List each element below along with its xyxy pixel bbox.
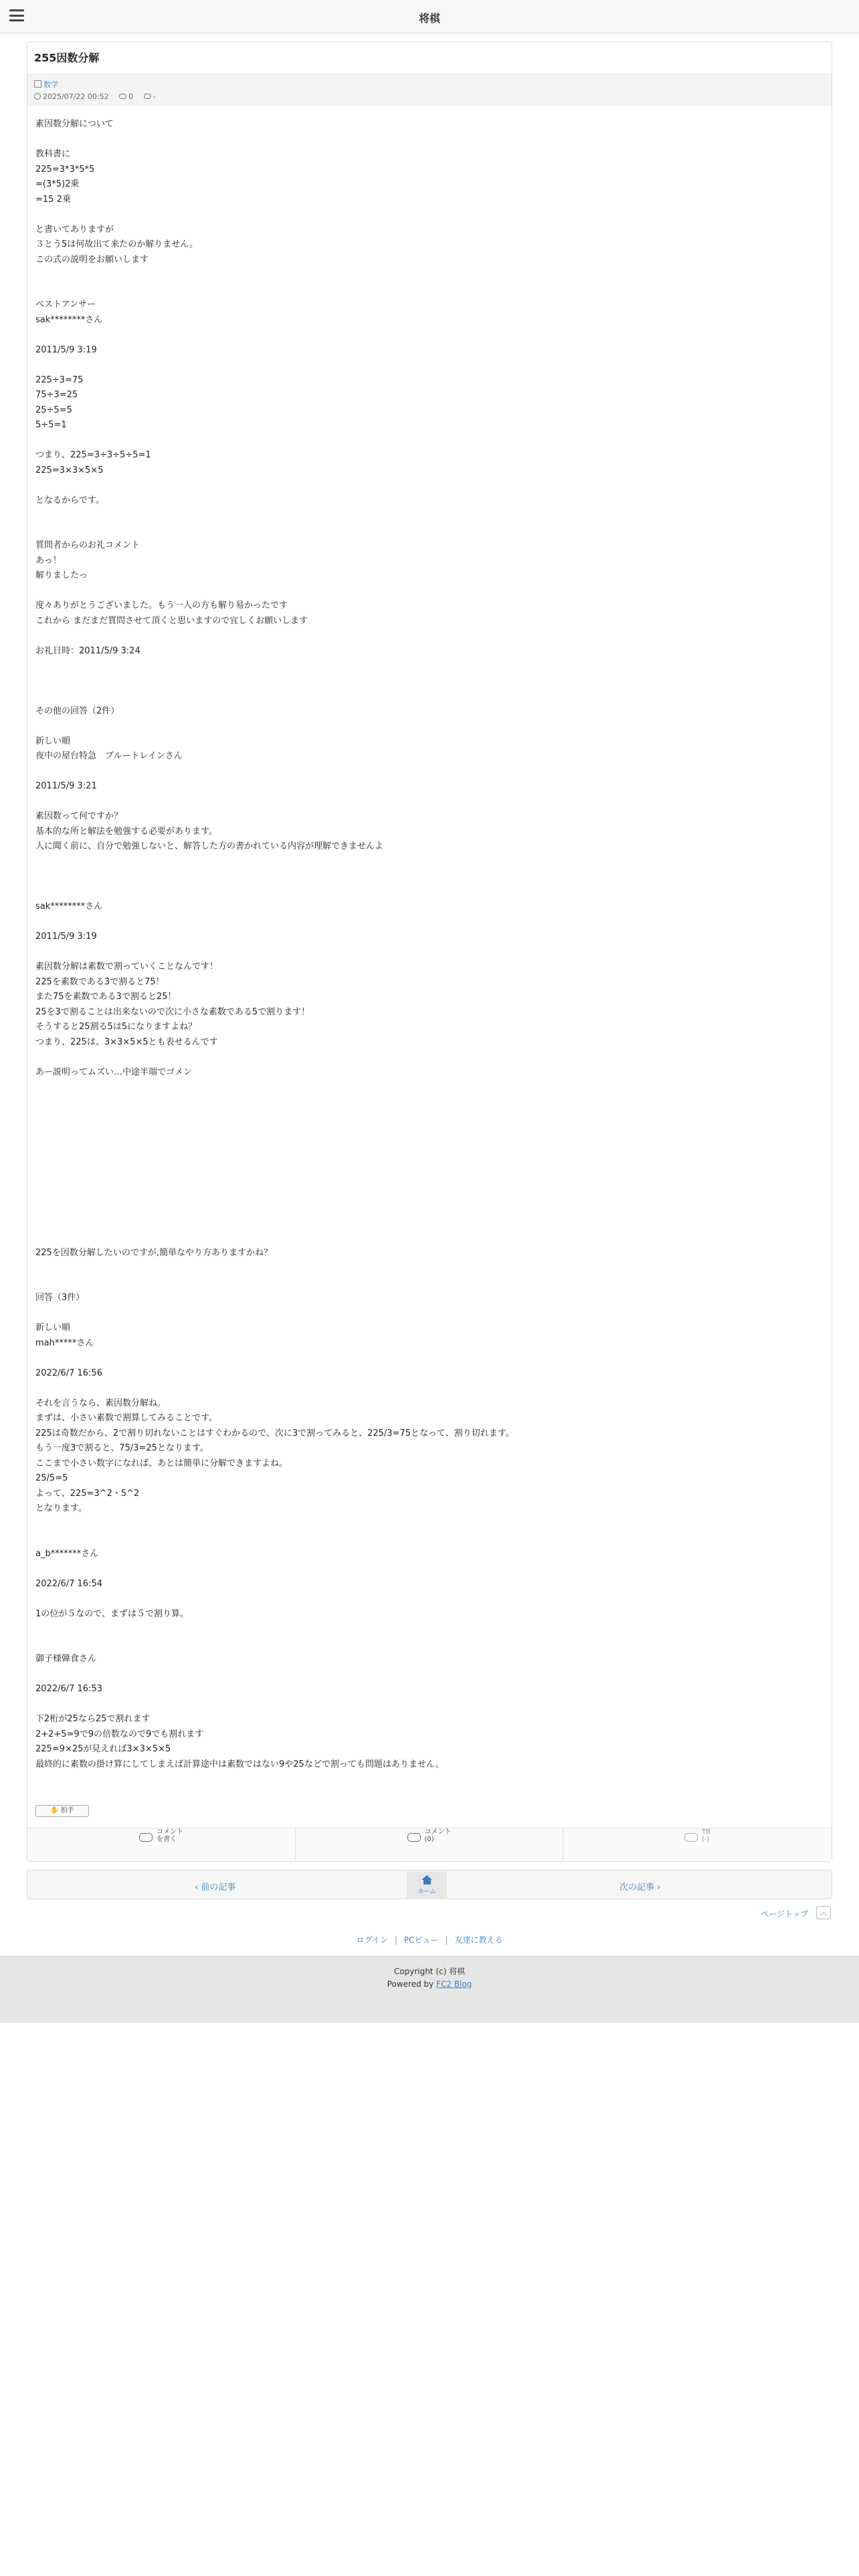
site-title: 将棋 <box>418 12 440 25</box>
powered-by-text: Powered by <box>387 1979 437 1989</box>
prev-article-label: 前の記事 <box>201 1883 236 1893</box>
write-comment-label-1: コメント <box>157 1828 183 1836</box>
trackback-icon <box>144 94 151 99</box>
article-card <box>27 41 832 1862</box>
trackback-action-icon <box>684 1833 698 1842</box>
comment-icon <box>119 94 126 99</box>
copyright-text: Copyright (c) 将棋 <box>393 1967 466 1976</box>
comment-count: 0 <box>128 92 134 101</box>
write-comment-button[interactable] <box>27 1828 295 1862</box>
footer-links: ログイン | PCビュー | 友達に教える <box>356 1935 503 1945</box>
clap-label: 拍手 <box>60 1807 74 1814</box>
comments-label-2: (0) <box>424 1836 434 1843</box>
clock-icon <box>34 93 41 100</box>
home-icon <box>421 1875 432 1880</box>
next-article-link[interactable] <box>619 1880 660 1893</box>
article-title: 255因数分解 <box>34 51 100 64</box>
trackback-label-1: TB <box>702 1828 710 1836</box>
chevron-left-icon: ‹ <box>195 1883 201 1893</box>
article-body: 素因数分解について 教科書に 225=3*3*5*5 =(3*5)2乗 =15 2乗 と書いてありますが ３とう5は何故出て来たのか解りません。 この式の説明をお願いします ベストアンサー sak********さん 2011/5/9 3:19 225÷3=75 75÷3=25 25÷5=5 5÷5=1 つまり、225=3÷3÷5÷5=1 225=3×3×5×5 となるからです。 質問者からのお礼コメント あっ！ 解りましたっ 度々ありがとうございました。もう一人の方も解り易かったです これから まだまだ質問させて頂くと思いますので宜しくお願いします お礼日時：2011/5/9 3:24 その他の回答（2件） 新しい順 夜中の屋台特急 ブルートレインさん 2011/5/9 3:21 素因数って何ですか？ 基本的な所と解法を勉強する必要があります。 人に聞く前に、自分で勉強しないと、解答した方の書かれている内容が理解できませんよ sak********さん 2011/5/9 3:19 素因数分解は素数で割っていくことなんです！ 225を素数である3で割ると75！ また75を素数である3で割ると25！ 25を3で割ることは出来ないので次に小さな素数である5で割ります！ そうすると25割る5は5になりますよね？ つまり、225は、3×3×5×5とも表せるんです あー説明ってムズい…中途半端でゴメン 225を因数分解したいのですが,簡単なやり方ありますかね？ 回答（3件） 新しい順 mah*****さん 2022/6/7 16:56 それを言うなら、素因数分解ね。 まずは、小さい素数で割算してみることです。 225は奇数だから、2で割り切れないことはすぐわかるので、次に3で割ってみると、225/3=75となって、割り切れます。 もう一度3で割ると、75/3=25となります。 ここまで小さい数字になれば、あとは簡単に分解できますよね。 25/5=5 よって、225=3^2・5^2 となります。 a_b*******さん 2022/6/7 16:54 1の位が５なので、まずは５で割り算。 御子様韓食さん 2022/6/7 16:53 下2桁が25なら25で割れます 2+2+5=9で9の倍数なので9でも割れます 225=9×25が見えれば3×3×5×5 最終的に素数の掛け算にしてしまえば計算途中は素数ではない9や25などで割っても問題はありません。 <box>35 119 514 1769</box>
trackback-count: - <box>153 92 156 101</box>
comments-button[interactable] <box>295 1828 563 1862</box>
category-label: 数学 <box>43 80 58 89</box>
fc2-blog-link[interactable]: FC2 Blog <box>436 1979 472 1989</box>
trackback-label-2: (-) <box>702 1836 710 1843</box>
pc-view-link[interactable]: PCビュー <box>403 1935 439 1945</box>
category-link[interactable] <box>34 79 58 90</box>
clap-icon: ✋ <box>50 1807 59 1814</box>
write-comment-label-2: を書く <box>157 1836 177 1843</box>
article-meta-row <box>34 92 156 101</box>
top-bar <box>0 0 859 33</box>
prev-article-link[interactable] <box>195 1880 235 1893</box>
tell-friend-link[interactable]: 友達に教える <box>454 1935 503 1945</box>
login-link[interactable]: ログイン <box>356 1935 388 1945</box>
chevron-up-icon[interactable]: ︿ <box>816 1906 831 1919</box>
next-article-label: 次の記事 <box>619 1883 655 1893</box>
trackback-button[interactable] <box>563 1828 832 1862</box>
article-actions <box>27 1828 832 1861</box>
post-date: 2025/07/22 00:52 <box>43 92 109 101</box>
home-button[interactable] <box>407 1871 447 1898</box>
article-pager <box>27 1870 832 1899</box>
chevron-right-icon: › <box>654 1883 661 1893</box>
page-top-link[interactable]: ページトップ <box>761 1909 809 1919</box>
comments-icon <box>407 1833 421 1842</box>
comments-label-1: コメント <box>424 1828 452 1836</box>
category-icon <box>34 80 41 88</box>
write-comment-icon <box>139 1833 153 1842</box>
clap-button[interactable] <box>35 1805 89 1817</box>
site-footer <box>0 1956 859 2023</box>
home-label: ホーム <box>417 1889 436 1895</box>
article-meta <box>27 74 832 106</box>
